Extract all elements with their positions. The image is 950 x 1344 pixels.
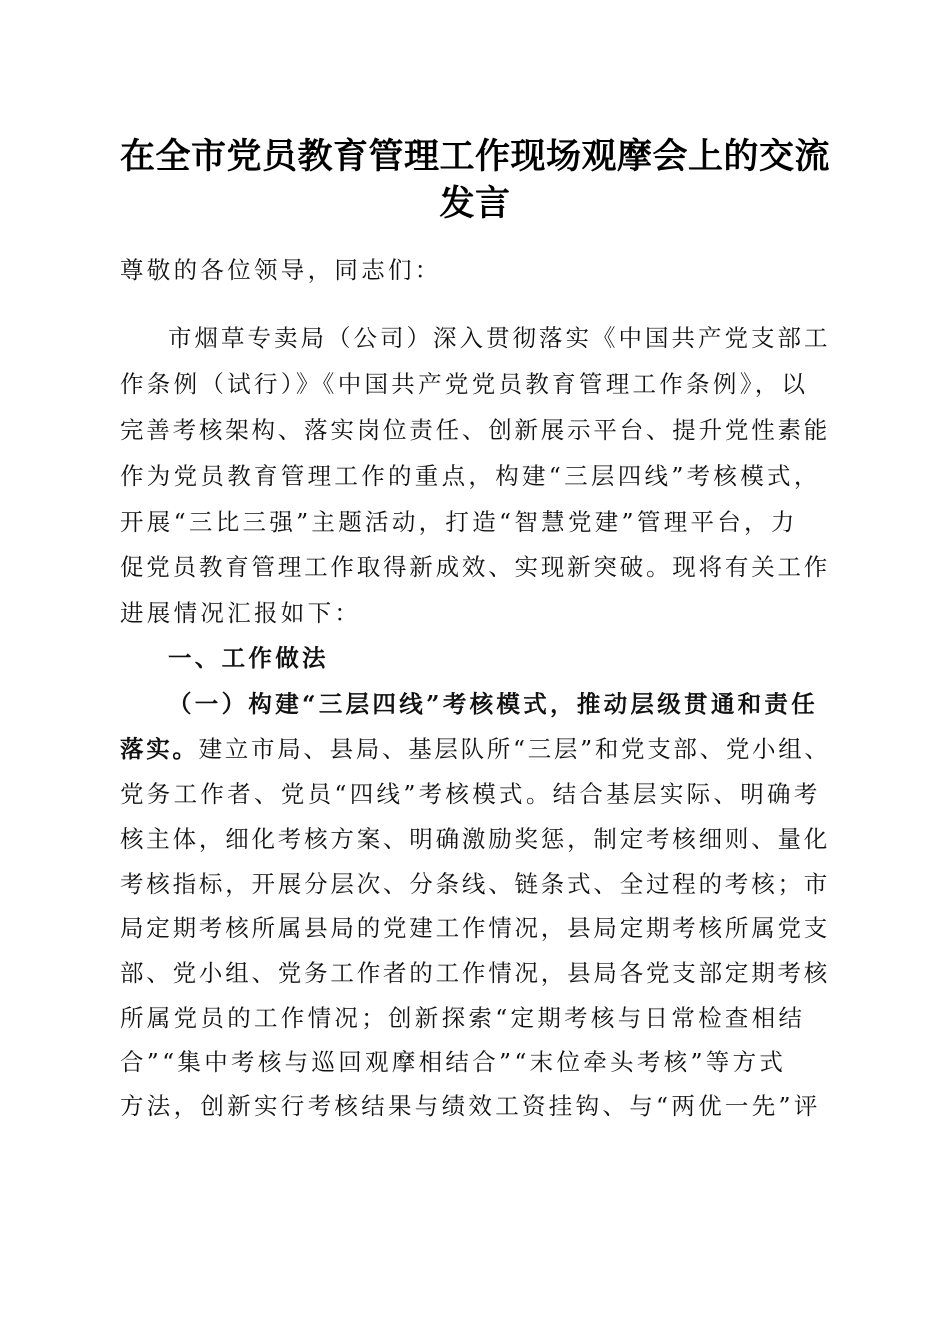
document-title <box>100 133 850 227</box>
subsection-heading-1-end: 落实。 <box>120 735 199 763</box>
intro-line-1: 市烟草专卖局（公司）深入贯彻落实《中国共产党支部工 <box>168 324 831 352</box>
subsection-1-line-2-text: 建立市局、县局、基层队所“三层”和党支部、党小组、 <box>198 735 831 763</box>
subsection-heading-1: （一）构建“三层四线”考核模式，推动层级贯通和责任 <box>168 690 819 718</box>
intro-line-5: 开展“三比三强”主题活动，打造“智慧党建”管理平台，力 <box>120 508 798 536</box>
subsection-1-body-line-5: 部、党小组、党务工作者的工作情况，县局各党支部定期考核 <box>120 959 831 987</box>
intro-line-2: 作条例（试行）》《中国共产党党员教育管理工作条例》，以 <box>120 370 809 398</box>
intro-line-3: 完善考核架构、落实岗位责任、创新展示平台、提升党性素能 <box>120 416 831 444</box>
subsection-1-line-2 <box>120 729 831 769</box>
subsection-1-body-line-1: 党务工作者、党员“四线”考核模式。结合基层实际、明确考 <box>120 780 821 808</box>
subsection-1-body-line-6: 所属党员的工作情况；创新探索“定期考核与日常检查相结 <box>120 1004 806 1032</box>
intro-line-4: 作为党员教育管理工作的重点，构建“三层四线”考核模式， <box>120 462 821 490</box>
intro-line-7: 进展情况汇报如下： <box>120 599 362 627</box>
subsection-1-body-line-7: 合”“集中考核与巡回观摩相结合”“末位牵头考核”等方式 <box>120 1048 787 1076</box>
subsection-1-body-line-3: 考核指标，开展分层次、分条线、链条式、全过程的考核；市 <box>120 870 831 898</box>
title-line-2: 发言 <box>439 183 511 224</box>
salutation: 尊敬的各位领导，同志们： <box>120 256 442 284</box>
title-line-1: 在全市党员教育管理工作现场观摩会上的交流 <box>119 136 830 177</box>
subsection-1-body-line-8: 方法，创新实行考核结果与绩效工资挂钩、与“两优一先”评 <box>120 1092 821 1120</box>
subsection-1-body-line-4: 局定期考核所属县局的党建工作情况，县局定期考核所属党支 <box>120 914 831 942</box>
subsection-1-body-line-2: 核主体，细化考核方案、明确激励奖惩，制定考核细则、量化 <box>120 825 831 853</box>
intro-line-6: 促党员教育管理工作取得新成效、实现新突破。现将有关工作 <box>120 553 831 581</box>
section-heading-1: 一、工作做法 <box>168 644 329 672</box>
